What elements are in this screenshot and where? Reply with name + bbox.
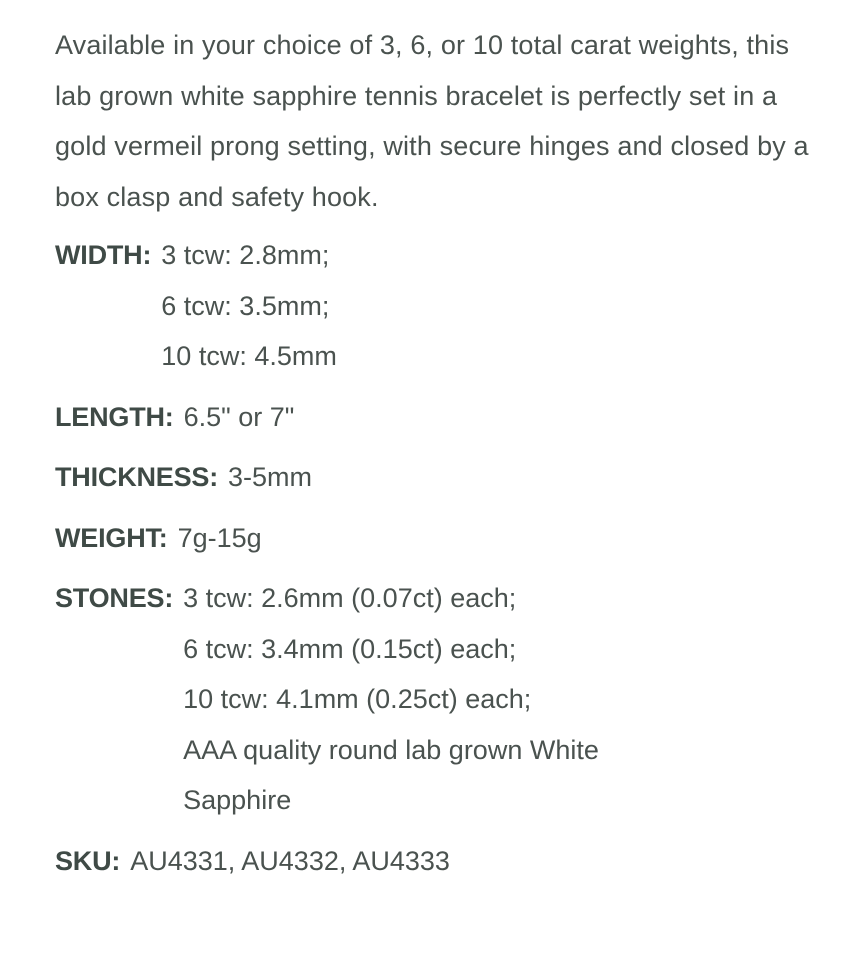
spec-stones xyxy=(55,573,815,826)
spec-sku xyxy=(55,836,815,887)
spec-width-value: 10 tcw: 4.5mm xyxy=(161,341,337,371)
spec-length-values xyxy=(174,392,295,443)
spec-sku-values xyxy=(120,836,450,887)
spec-length-value: 6.5" or 7" xyxy=(183,401,295,432)
spec-width-label: WIDTH: xyxy=(55,240,152,270)
product-description: Available in your choice of 3, 6, or 10 total carat weights, this lab grown white sapphire tennis bracelet is perfectly set in a gold vermeil prong setting, with secure hinges and closed by a box clasp and safety hook. xyxy=(55,30,809,212)
spec-stones-value: 3 tcw: 2.6mm (0.07ct) each; xyxy=(183,583,517,613)
spec-weight-label: WEIGHT: xyxy=(55,522,168,553)
spec-weight-value: 7g-15g xyxy=(177,522,262,553)
spec-width-values xyxy=(151,230,337,382)
spec-sku-value: AU4331, AU4332, AU4333 xyxy=(130,845,450,876)
spec-weight-values xyxy=(168,513,262,564)
spec-stones-value: 10 tcw: 4.1mm (0.25ct) each; xyxy=(183,684,532,714)
spec-thickness-label: THICKNESS: xyxy=(55,462,219,492)
spec-thickness xyxy=(55,452,815,503)
spec-weight xyxy=(55,513,815,564)
spec-sku-label: SKU: xyxy=(55,845,121,876)
spec-stones-value: 6 tcw: 3.4mm (0.15ct) each; xyxy=(183,633,517,664)
spec-width xyxy=(55,230,815,382)
spec-stones-values xyxy=(173,573,703,826)
spec-stones-value: AAA quality round lab grown White Sapphire xyxy=(183,734,599,815)
product-details xyxy=(55,20,815,886)
spec-thickness-value: 3-5mm xyxy=(228,462,313,492)
spec-length-label: LENGTH: xyxy=(55,401,174,432)
spec-length xyxy=(55,392,815,443)
spec-width-value: 6 tcw: 3.5mm; xyxy=(161,290,330,321)
spec-thickness-values xyxy=(218,452,312,503)
spec-width-value: 3 tcw: 2.8mm; xyxy=(161,240,330,270)
spec-stones-label: STONES: xyxy=(55,583,174,613)
